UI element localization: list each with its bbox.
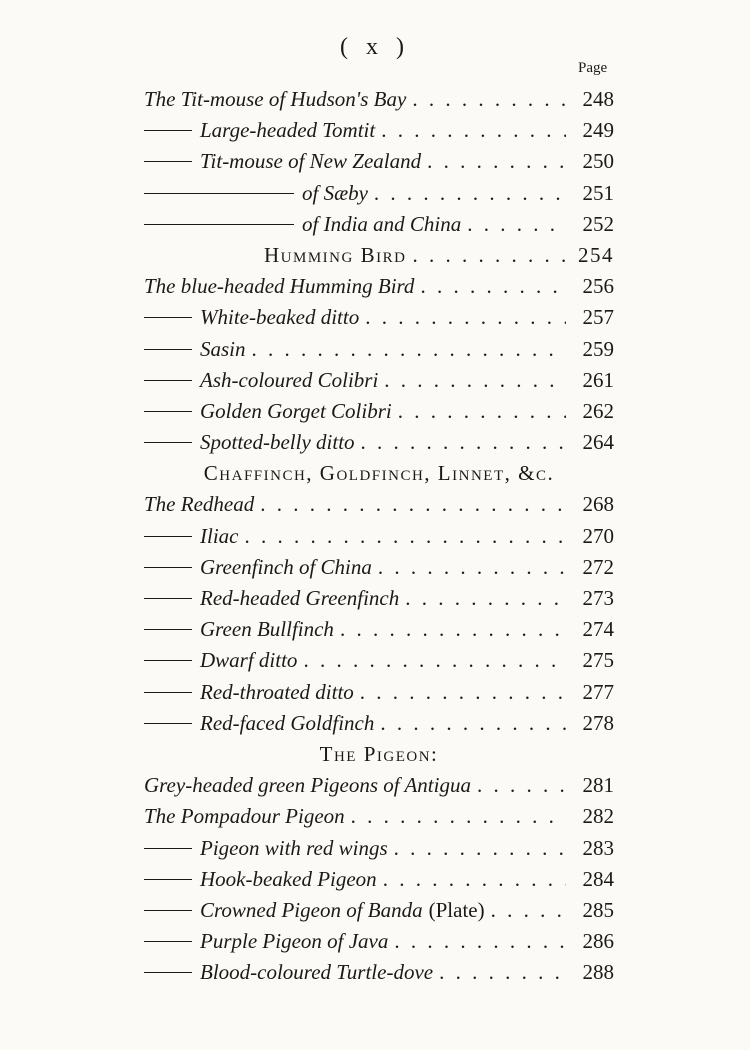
entry-title: Blood-coloured Turtle-dove [200, 960, 434, 985]
entry-title: The Redhead [144, 492, 255, 517]
dot-leader [378, 552, 566, 583]
ditto-dash [144, 442, 192, 443]
ditto-dash [144, 941, 192, 942]
entry-title: Ash-coloured Colibri [200, 367, 379, 392]
entry-page-number: 277 [582, 679, 614, 704]
entry-title: Golden Gorget Colibri [200, 398, 392, 423]
entry-page-number: 273 [582, 586, 614, 610]
entry-title: The blue-headed Humming Bird [144, 274, 415, 299]
toc-entry [144, 334, 614, 365]
toc-entry [144, 146, 614, 177]
dot-leader [412, 240, 566, 271]
entry-page-number: 282 [582, 804, 614, 829]
entry-page-number: 288 [582, 960, 614, 985]
entry-title: The Tit-mouse of Hudson's Bay [144, 87, 407, 111]
toc-entry [144, 645, 614, 676]
entry-title: of Sæby [302, 180, 368, 205]
entry-page-number: 249 [582, 118, 614, 143]
dot-leader [381, 115, 566, 146]
entry-suffix: (Plate) [428, 897, 485, 922]
entry-title: Hook-beaked Pigeon [200, 866, 377, 891]
entry-title: Large-headed Tomtit [200, 118, 376, 143]
entry-page-number: 274 [582, 617, 614, 642]
dot-leader [394, 926, 566, 957]
ditto-dash [144, 723, 192, 724]
entry-title: Dwarf ditto [200, 648, 298, 673]
ditto-dash [144, 224, 294, 225]
entry-page-number: 262 [582, 398, 614, 423]
toc-entry [144, 895, 614, 926]
entry-page-number: 251 [582, 180, 614, 205]
dot-leader [394, 833, 566, 864]
entry-title: of India and China [302, 211, 462, 236]
entry-title: Red-faced Goldfinch [200, 710, 375, 735]
dot-leader [361, 427, 566, 458]
toc-entry [144, 521, 614, 552]
entry-title: Grey-headed green Pigeons of Antigua [144, 773, 471, 798]
entry-title: White-beaked ditto [200, 305, 360, 330]
entry-page-number: 286 [582, 929, 614, 954]
ditto-dash [144, 380, 192, 381]
dot-leader [340, 614, 566, 645]
section-title: Humming Bird [264, 242, 407, 267]
toc-entry [144, 84, 614, 115]
section-heading [144, 739, 614, 770]
dot-leader [427, 146, 566, 177]
entry-page-number: 283 [582, 835, 614, 860]
ditto-dash [144, 567, 192, 568]
entry-title: Tit-mouse of New Zealand [200, 149, 422, 174]
dot-leader [303, 645, 566, 676]
toc-entry [144, 271, 614, 302]
entry-title: The Pompadour Pigeon [144, 804, 345, 829]
ditto-dash [144, 910, 192, 911]
toc-entry [144, 770, 614, 801]
entry-title: Red-headed Greenfinch [200, 586, 400, 610]
entry-page-number: 270 [582, 523, 614, 548]
ditto-dash [144, 598, 192, 599]
section-heading [144, 240, 614, 271]
ditto-dash [144, 161, 192, 162]
entry-page-number: 284 [582, 866, 614, 891]
entry-page-number: 254 [578, 242, 614, 267]
dot-leader [260, 489, 566, 520]
entry-page-number: 259 [582, 336, 614, 361]
entry-page-number: 285 [582, 897, 614, 922]
toc-entry [144, 396, 614, 427]
toc-entry [144, 427, 614, 458]
dot-leader [244, 521, 566, 552]
dot-leader [365, 302, 566, 333]
entry-title: Green Bullfinch [200, 617, 334, 642]
entry-title: Greenfinch of China [200, 554, 372, 579]
dot-leader [398, 396, 566, 427]
entry-page-number: 256 [582, 274, 614, 299]
entry-page-number: 275 [582, 648, 614, 673]
ditto-dash [144, 536, 192, 537]
toc-entry [144, 552, 614, 583]
section-heading [144, 458, 614, 489]
toc-entry [144, 583, 614, 614]
dot-leader [420, 271, 566, 302]
entry-page-number: 268 [582, 492, 614, 517]
dot-leader [477, 770, 566, 801]
toc-entry [144, 302, 614, 333]
entry-page-number: 272 [582, 554, 614, 579]
page-number-header: ( x ) [340, 34, 410, 60]
dot-leader [351, 801, 566, 832]
entry-title: Red-throated ditto [200, 679, 354, 704]
toc-entry [144, 833, 614, 864]
toc-entry [144, 178, 614, 209]
dot-leader [380, 708, 566, 739]
ditto-dash [144, 660, 192, 661]
dot-leader [439, 957, 566, 988]
ditto-dash [144, 411, 192, 412]
dot-leader [252, 334, 566, 365]
toc-entry [144, 365, 614, 396]
dot-leader [491, 895, 566, 926]
entry-page-number: 250 [582, 149, 614, 174]
toc-entry [144, 801, 614, 832]
section-title: Chaffinch, Goldfinch, Linnet, &c. [203, 461, 555, 486]
toc-entry [144, 864, 614, 895]
entry-page-number: 261 [582, 367, 614, 392]
toc-entry [144, 926, 614, 957]
entry-page-number: 252 [582, 211, 614, 236]
dot-leader [383, 864, 566, 895]
entry-title: Purple Pigeon of Java [200, 929, 389, 954]
entry-title: Crowned Pigeon of Banda [200, 897, 423, 922]
dot-leader [412, 84, 566, 115]
ditto-dash [144, 349, 192, 350]
dot-leader [467, 209, 566, 240]
entry-page-number: 264 [582, 430, 614, 455]
toc-entry [144, 677, 614, 708]
entry-page-number: 281 [582, 773, 614, 798]
entry-title: Spotted-belly ditto [200, 430, 355, 455]
toc-entry [144, 209, 614, 240]
dot-leader [384, 365, 566, 396]
section-title: The Pigeon: [319, 741, 439, 766]
toc-entry [144, 957, 614, 988]
ditto-dash [144, 848, 192, 849]
toc-entry [144, 489, 614, 520]
dot-leader [360, 677, 566, 708]
entry-title: Sasin [200, 336, 246, 361]
ditto-dash [144, 879, 192, 880]
dot-leader [374, 178, 566, 209]
entry-page-number: 278 [582, 710, 614, 735]
page-column-label: Page [578, 60, 608, 76]
toc-entry [144, 115, 614, 146]
ditto-dash [144, 692, 192, 693]
entry-title: Pigeon with red wings [200, 835, 388, 860]
entry-page-number: 248 [582, 87, 614, 111]
ditto-dash [144, 193, 294, 194]
table-of-contents [144, 84, 614, 988]
toc-entry [144, 614, 614, 645]
ditto-dash [144, 972, 192, 973]
entry-title: Iliac [200, 523, 239, 548]
ditto-dash [144, 317, 192, 318]
dot-leader [405, 583, 566, 614]
ditto-dash [144, 130, 192, 131]
toc-entry [144, 708, 614, 739]
entry-page-number: 257 [582, 305, 614, 330]
ditto-dash [144, 629, 192, 630]
